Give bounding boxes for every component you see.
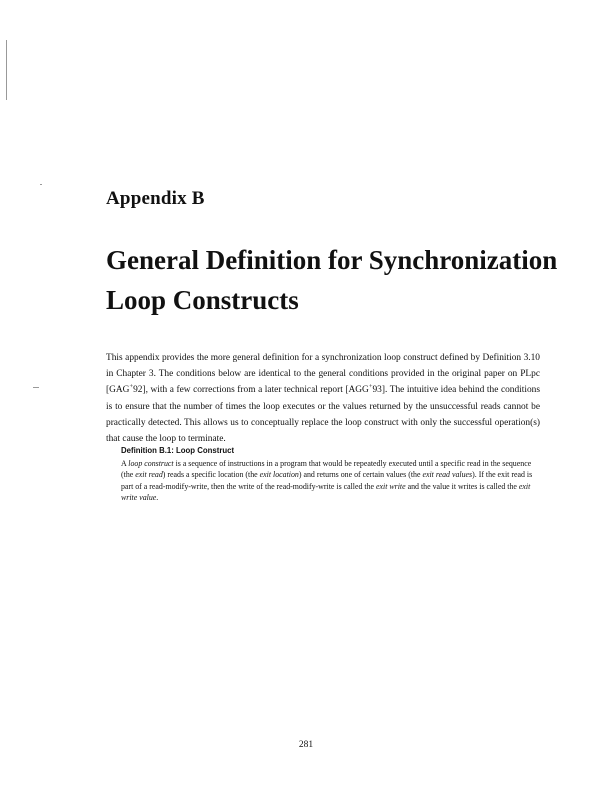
chapter-title-line-2: Loop Constructs [106,285,299,315]
chapter-title [106,240,566,320]
definition-block [121,445,535,504]
chapter-title-line-1: General Definition for Synchronization [106,245,558,275]
scan-mark-dash [33,387,39,388]
def-term-exit-location: exit location [259,470,299,480]
def-term-exit-write: exit write [376,481,406,491]
def-text-4: ) and returns one of certain values (the [298,470,423,480]
def-term-exit-write-value: exit write value [121,481,531,503]
definition-heading: Definition B.1: Loop Construct [121,446,235,455]
def-text-6: and the value it writes is called the [405,481,519,491]
intro-text-part-2: 92], with a few corrections from a later technical report [AGG [133,385,369,396]
appendix-label: Appendix B [106,188,205,209]
def-text-3: ) reads a specific location (the [162,470,260,480]
citation-superscript-1: + [129,383,134,391]
citation-superscript-2: + [368,383,373,391]
def-term-exit-read-values: exit read values [422,470,473,480]
scan-mark-left-edge [6,40,7,100]
definition-body [121,458,535,504]
def-text-1: A [121,458,129,468]
def-text-2: is a sequence of instructions in a program that would be repeatedly executed until a specific read in the sequence (the [121,458,532,480]
intro-text-part-1: This appendix provides the more general definition for a synchronization loop construct defined by Definition 3.10 in Chapter 3. The conditions below are identical to the general conditions provided in the original paper on PLpc [GAG [106,353,540,396]
intro-text-part-3: 93]. The intuitive idea behind the conditions is to ensure that the number of times the loop executes or the values returned by the unsuccessful reads cannot be practically detected. This allows us to conceptually replace the loop construct with only the successful operation(s) that cause the loop to terminate. [106,385,541,445]
scan-mark-dot [40,184,42,185]
def-text-7: . [156,493,159,503]
def-term-exit-read: exit read [135,470,163,480]
def-text-5: ). If the exit read is part of a read-modify-write, then the write of the read-modify-write is called the [121,470,533,491]
def-term-loop-construct: loop construct [128,458,174,468]
page-number: 281 [298,740,314,750]
intro-paragraph [106,350,540,447]
